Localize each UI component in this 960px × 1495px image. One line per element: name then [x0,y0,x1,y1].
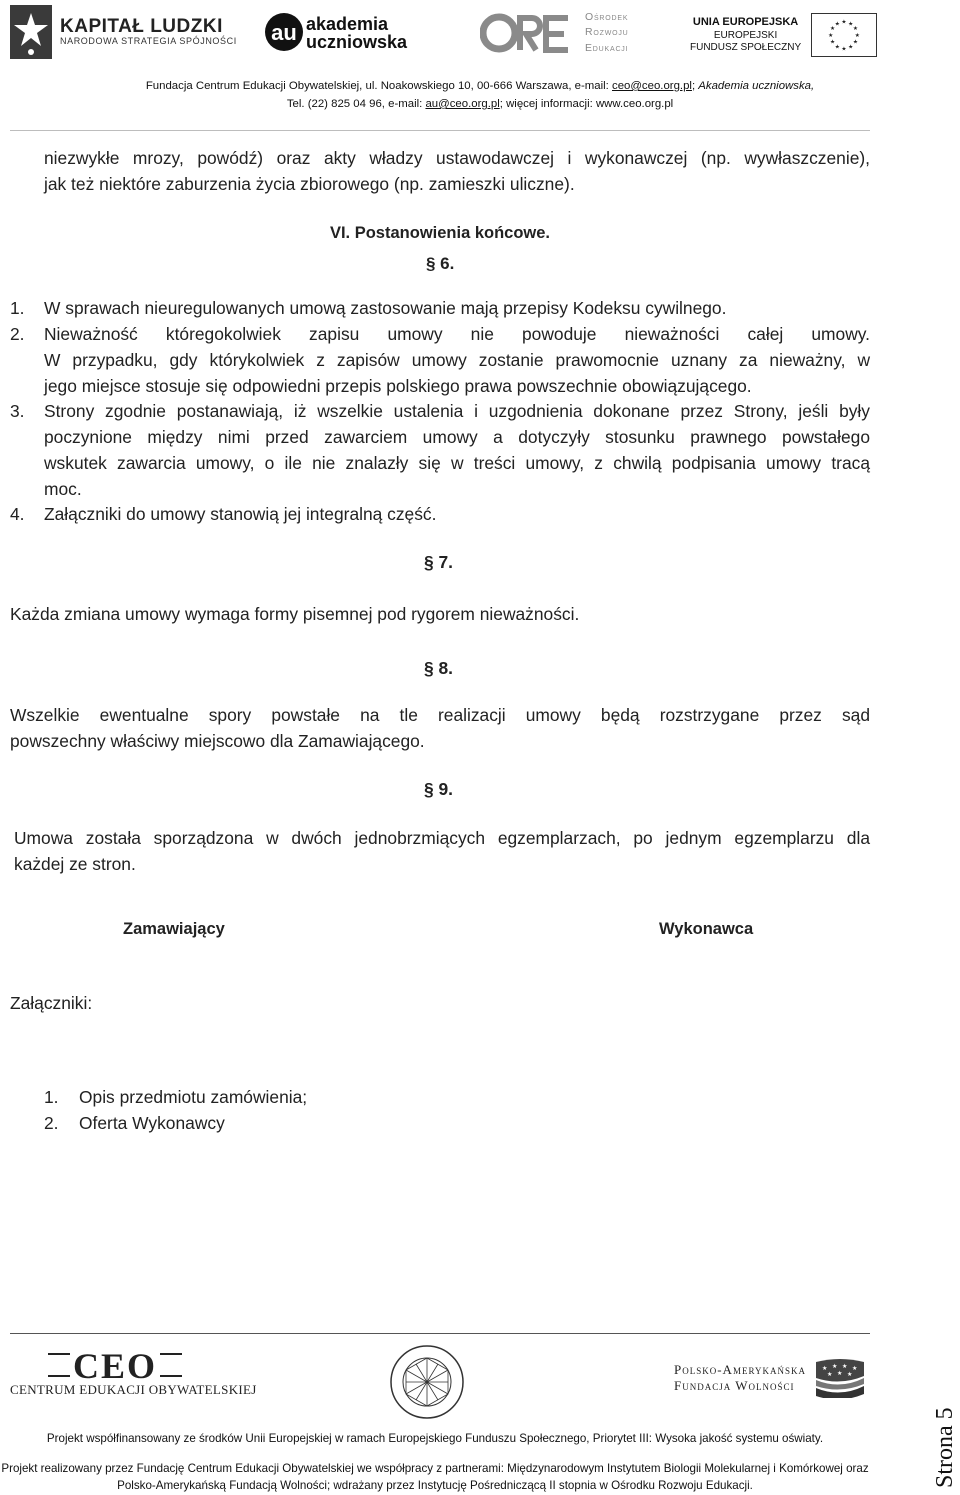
kapital-ludzki-star-icon [10,5,52,59]
akademia-uczniowska-logo [264,8,407,58]
item-2-line-2: W przypadku, gdy którykolwiek z zapisów umowy zostanie prawomocnie uznany za nieważny, w [44,350,870,370]
eu-logo [690,12,877,58]
ore-logo [480,10,629,56]
kapital-ludzki-title: KAPITAŁ LUDZKI [60,16,223,38]
contact-line-1 [0,77,960,95]
contact-info [0,77,960,113]
pafw-logo [674,1356,874,1400]
svg-text:CEO: CEO [72,1348,158,1382]
kapital-ludzki-subtitle: NARODOWA STRATEGIA SPÓJNOŚCI [60,36,237,47]
svg-text:★: ★ [828,32,834,39]
pafw-line-2: Fundacja Wolności [674,1378,795,1393]
svg-text:★: ★ [841,19,847,26]
item-1-number: 1. [10,298,25,318]
ceo-logo [10,1348,257,1402]
attachment-2-number: 2. [44,1113,59,1133]
footer-divider [10,1333,870,1334]
pafw-flag-icon [812,1358,868,1398]
intro-line-2: jak też niektóre zaburzenia życia zbiorowego (np. zamieszki uliczne). [44,174,575,194]
ceo-email-link[interactable]: ceo@ceo.org.pl [612,80,692,92]
item-3-line-1: Strony zgodnie postanawiają, iż wszelkie ustalenia i uzgodnienia dokonane przez Strony, jeśli były [44,401,870,421]
item-3-line-4: moc. [44,479,82,499]
page-header [0,0,960,136]
attachment-1-number: 1. [44,1087,59,1107]
akademia-name: Akademia uczniowska, [698,80,815,92]
attachment-1-label: Opis przedmiotu zamówienia; [79,1087,308,1107]
header-divider [10,130,870,131]
contact-address: Fundacja Centrum Edukacji Obywatelskiej, ul. Noakowskiego 10, 00-666 Warszawa, e-mail: [145,80,612,92]
item-3-line-2: poczynione między nimi przed zawarciem umowy a dotyczyły stosunku prawnego powstałego [44,427,870,447]
svg-text:★: ★ [848,21,854,28]
au-circle-icon [264,10,304,56]
uczniowska-label: uczniowska [306,32,408,52]
svg-text:★: ★ [836,1370,843,1377]
ue-line1: UNIA EUROPEJSKA [692,16,799,29]
pafw-line-1: Polsko-Amerykańska [674,1362,806,1377]
ore-mark-icon [480,12,575,54]
page-number: Strona 5 [932,1407,958,1488]
iibmk-seal-icon [388,1343,466,1421]
svg-text:★: ★ [851,1365,858,1372]
paragraph-7-text: Każda zmiana umowy wymaga formy pisemnej pod rygorem nieważności. [10,604,580,624]
kapital-ludzki-logo [10,4,237,60]
item-2-line-3: jego miejsce stosuje się odpowiedni przepis polskiego prawa powszechnie obowiązującego. [44,376,752,396]
paragraph-9-line-1: Umowa została sporządzona w dwóch jednobrzmiących egzemplarzach, po jednym egzemplarzu dla [14,828,870,848]
svg-text:★: ★ [834,21,841,28]
svg-text:★: ★ [834,44,841,51]
contact-phone: Tel. (22) 825 04 96, e-mail: [286,98,426,110]
au-email-link[interactable]: au@ceo.org.pl [425,98,500,110]
eu-flag-icon [811,13,877,57]
item-4-number: 4. [10,504,25,524]
ceo-wordmark-icon [40,1348,190,1382]
more-info: ; więcej informacji: www.ceo.org.pl [499,98,674,110]
signature-wykonawca: Wykonawca [659,920,754,938]
svg-text:★: ★ [848,44,854,51]
item-1-text: W sprawach nieuregulowanych umową zastosowanie mają przepisy Kodeksu cywilnego. [44,298,727,318]
contact-separator: ; [691,80,699,92]
paragraph-6-heading: § 6. [426,254,455,273]
svg-text:★: ★ [853,26,859,33]
intro-line-1: niezwykłe mrozy, powódź) oraz akty władzy ustawodawczej i wykonawczej (np. wywłaszczenie), [44,148,870,168]
svg-text:★: ★ [841,1363,848,1370]
item-2-number: 2. [10,324,25,344]
svg-text:★: ★ [826,1371,833,1378]
item-3-number: 3. [10,401,25,421]
footer-note-3: Polsko-Amerykańską Fundacją Wolności; wdrażany przez Instytucję Pośredniczącą II stopnia w Ośrodku Rozwoju Edukacji. [117,1479,753,1492]
attachment-2-label: Oferta Wykonawcy [79,1113,225,1133]
paragraph-9-heading: § 9. [424,779,454,799]
paragraph-8-line-1: Wszelkie ewentualne spory powstałe na tle realizacji umowy będą rozstrzygane przez sąd [10,705,870,725]
contact-line-2 [0,95,960,113]
paragraph-7-heading: § 7. [424,552,454,572]
paragraph-8-line-2: powszechny właściwy miejscowo dla Zamawiającego. [10,731,425,751]
svg-text:★: ★ [821,1365,828,1372]
item-4-text: Załączniki do umowy stanowią jej integralną część. [44,504,437,524]
svg-text:★: ★ [854,32,861,39]
ue-line3: FUNDUSZ SPOŁECZNY [690,41,802,53]
footer-note-2: Projekt realizowany przez Fundację Centrum Edukacji Obywatelskiej we współpracy z partnerami: Międzynarodowym Instytutem Biologii Molekularnej i Komórkowej oraz [1,1462,869,1475]
paragraph-9-line-2: każdej ze stron. [14,854,136,874]
svg-text:★: ★ [831,1363,838,1370]
svg-text:★: ★ [830,39,836,46]
section-title: VI. Postanowienia końcowe. [329,224,551,242]
signature-zamawiajacy: Zamawiający [123,920,225,938]
attachments-label: Załączniki: [10,993,93,1013]
ue-line2: EUROPEJSKI [713,29,778,41]
svg-text:★: ★ [841,46,847,53]
svg-text:★: ★ [830,26,836,33]
ore-line3: Edukacji [585,41,629,54]
paragraph-8-heading: § 8. [424,658,454,678]
svg-text:au: au [271,20,297,45]
ore-line2: Rozwoju [585,26,629,39]
akademia-label: akademia [306,14,389,34]
ceo-name: CENTRUM EDUKACJI OBYWATELSKIEJ [10,1382,257,1397]
ore-line1: Ośrodek [585,11,629,24]
svg-text:★: ★ [853,39,859,46]
svg-text:★: ★ [846,1371,853,1378]
footer-note-1: Projekt współfinansowany ze środków Unii Europejskiej w ramach Europejskiego Funduszu Społecznego, Priorytet III: Wysoka jakość systemu oświaty. [46,1432,824,1445]
item-3-line-3: wskutek zawarcia umowy, o ile nie znalazły się w treści umowy, z chwilą podpisania umowy tracą [44,453,870,473]
item-2-line-1: Nieważność któregokolwiek zapisu umowy nie powoduje nieważności całej umowy. [44,324,870,344]
